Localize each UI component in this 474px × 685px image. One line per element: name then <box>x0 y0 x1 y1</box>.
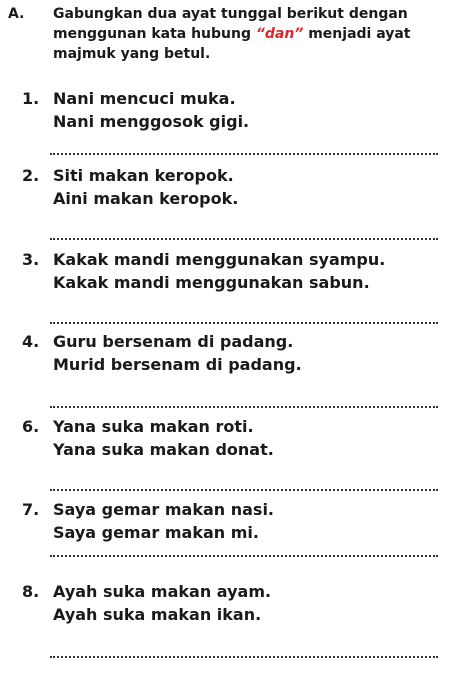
answer-line[interactable] <box>50 406 438 408</box>
sentence-2: Yana suka makan donat. <box>53 440 274 459</box>
instruction-line-3: majmuk yang betul. <box>53 46 211 62</box>
section-letter: A. <box>8 6 25 22</box>
highlight-word-dan: “dan” <box>255 26 304 42</box>
instruction-line-1: Gabungkan dua ayat tunggal berikut dengan <box>53 6 408 22</box>
answer-line[interactable] <box>50 656 438 658</box>
sentence-2: Murid bersenam di padang. <box>53 355 302 374</box>
sentence-2: Aini makan keropok. <box>53 189 239 208</box>
instruction-line-2-start: menggunan kata hubung <box>53 26 256 42</box>
sentence-2: Kakak mandi menggunakan sabun. <box>53 273 370 292</box>
answer-line[interactable] <box>50 238 438 240</box>
sentence-1: Siti makan keropok. <box>53 166 234 185</box>
answer-line[interactable] <box>50 322 438 324</box>
question-number: 2. <box>22 166 40 185</box>
question-number: 3. <box>22 250 40 269</box>
sentence-1: Yana suka makan roti. <box>53 417 254 436</box>
sentence-2: Saya gemar makan mi. <box>53 523 259 542</box>
answer-line[interactable] <box>50 153 438 155</box>
sentence-1: Ayah suka makan ayam. <box>53 582 272 601</box>
instruction-text <box>53 4 453 64</box>
instruction-line-2-end: menjadi ayat <box>303 26 411 42</box>
sentence-2: Nani menggosok gigi. <box>53 112 250 131</box>
question-number: 7. <box>22 500 40 519</box>
sentence-1: Kakak mandi menggunakan syampu. <box>53 250 386 269</box>
question-number: 1. <box>22 89 40 108</box>
question-number: 8. <box>22 582 40 601</box>
instruction-line-2 <box>53 24 453 44</box>
answer-line[interactable] <box>50 555 438 557</box>
question-number: 4. <box>22 332 40 351</box>
question-number: 6. <box>22 417 40 436</box>
sentence-1: Saya gemar makan nasi. <box>53 500 274 519</box>
sentence-2: Ayah suka makan ikan. <box>53 605 262 624</box>
sentence-1: Nani mencuci muka. <box>53 89 236 108</box>
answer-line[interactable] <box>50 489 438 491</box>
sentence-1: Guru bersenam di padang. <box>53 332 294 351</box>
